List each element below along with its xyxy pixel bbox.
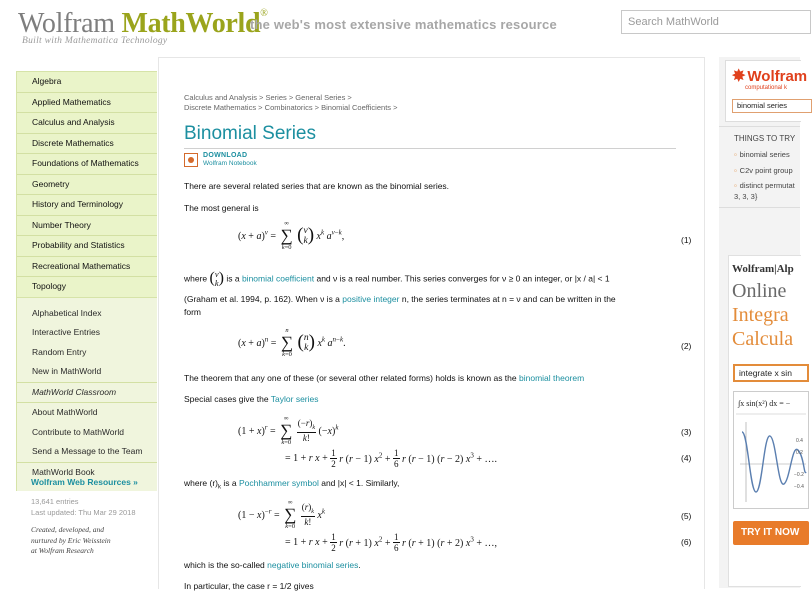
eq-number-6: (6) <box>681 537 692 547</box>
most-general-text: The most general is <box>184 203 259 213</box>
negative-binomial-paragraph: which is the so-called negative binomial series. <box>184 560 361 570</box>
nav-alphabetical-index[interactable]: Alphabetical Index <box>32 307 102 318</box>
built-with-mathematica: Built with Mathematica Technology <box>22 36 168 46</box>
svg-text:−0.2: −0.2 <box>794 472 804 478</box>
equation-3: $(1 + x)^r$ = ∞ ∑ k=0 $\frac{(-r)_k}{k!}$ $(-x)^k$ <box>238 415 339 446</box>
equation-2: $(x + a)^n$ = n ∑ k=0 (n k) $x^k$ $a^{n-k}$. <box>238 327 346 358</box>
binomial-coefficient-link[interactable]: binomial coefficient <box>241 273 315 284</box>
svg-text:−0.4: −0.4 <box>794 484 804 490</box>
notebook-icon <box>184 153 198 167</box>
nav-number-theory[interactable]: Number Theory <box>17 216 157 237</box>
nav-new-in-mathworld[interactable]: New in MathWorld <box>32 366 102 376</box>
eq-number-1: (1) <box>681 235 692 245</box>
wolfram-alpha-ad-brand: Wolfram|Alp <box>732 263 794 275</box>
plot-graphic <box>734 392 808 508</box>
integral-plot-preview <box>733 391 809 509</box>
nav-probability-and-statistics[interactable]: Probability and Statistics <box>17 236 157 257</box>
nav-interactive-entries[interactable]: Interactive Entries <box>32 327 101 337</box>
nav-mathworld-classroom[interactable]: MathWorld Classroom <box>32 386 117 397</box>
taylor-series-link[interactable]: Taylor series <box>270 394 319 404</box>
pochhammer-paragraph: where $(r)_k$ is a Pochhammer symbol and |x| < 1. Similarly, <box>184 478 400 491</box>
form-text: form <box>184 307 201 317</box>
svg-text:∫x sin(x²) dx = −: ∫x sin(x²) dx = − <box>738 399 791 408</box>
things-to-try-heading: THINGS TO TRY <box>734 134 796 143</box>
eq-number-3: (3) <box>681 427 692 437</box>
breadcrumb-1[interactable]: Calculus and Analysis > Series > General Series > <box>184 93 352 102</box>
integrate-query-field[interactable]: integrate x sin <box>733 364 809 382</box>
last-updated: Last updated: Thu Mar 29 2018 <box>31 508 136 517</box>
wolfram-alpha-query-input[interactable]: binomial series <box>732 99 812 113</box>
try-item-2[interactable]: ▫ C2v point group <box>734 166 793 175</box>
left-nav <box>16 71 157 491</box>
graham-paragraph: (Graham et al. 1994, p. 162). When ν is a positive integer n, the series terminates at n = ν and can be written in the <box>184 294 616 304</box>
nav-applied-mathematics[interactable]: Applied Mathematics <box>17 93 157 114</box>
try-item-1[interactable]: ▫ binomial series <box>734 150 790 159</box>
positive-integer-link[interactable]: positive integer <box>342 294 400 304</box>
wolfram-mathworld-logo[interactable]: Wolfram MathWorld® <box>18 8 268 39</box>
nav-discrete-mathematics[interactable]: Discrete Mathematics <box>17 134 157 155</box>
nav-recreational-mathematics[interactable]: Recreational Mathematics <box>17 257 157 278</box>
eq-number-5: (5) <box>681 511 692 521</box>
svg-text:0.2: 0.2 <box>796 450 803 456</box>
eq-number-4: (4) <box>681 453 692 463</box>
negative-binomial-series-link[interactable]: negative binomial series <box>267 560 359 570</box>
nav-foundations-of-mathematics[interactable]: Foundations of Mathematics <box>17 154 157 175</box>
wolfram-alpha-logo: ✸ Wolfram <box>732 68 808 85</box>
eq-number-2: (2) <box>681 341 692 351</box>
equation-4: = 1 + r x + $\frac{1}{2}$ r (r − 1) $x^2$ + $\frac{1}{6}$ r (r − 1) (r − 2) $x^3$ + …. <box>285 448 497 469</box>
tools-list <box>16 298 157 492</box>
particular-case-text: In particular, the case r = 1/2 gives <box>184 581 314 591</box>
credit: Created, developed, and nurtured by Eric Weisstein at Wolfram Research <box>31 525 111 555</box>
svg-text:0.4: 0.4 <box>796 438 803 444</box>
nav-algebra[interactable]: Algebra <box>17 72 157 93</box>
equation-6: = 1 + r x + $\frac{1}{2}$ r (r + 1) $x^2$ + $\frac{1}{6}$ r (r + 1) (r + 2) $x^3$ + …, <box>285 532 497 553</box>
site-tagline: the web's most extensive mathematics resource <box>250 17 557 32</box>
site-meta <box>31 496 136 518</box>
wolfram-alpha-widget[interactable]: ✸ Wolfram computational k binomial series <box>725 60 801 122</box>
nav-mathworld-book[interactable]: MathWorld Book <box>32 466 95 477</box>
try-it-now-button[interactable]: TRY IT NOW <box>733 521 809 545</box>
binomial-theorem-link[interactable]: binomial theorem <box>519 373 585 383</box>
nav-send-message[interactable]: Send a Message to the Team <box>32 446 143 456</box>
nav-random-entry[interactable]: Random Entry <box>32 346 87 357</box>
entry-count: 13,641 entries <box>31 497 79 506</box>
wolfram-alpha-online-integral-ad[interactable]: Wolfram|Alp Online Integra Calcula integrate x sin ∫x sin(x²) dx = − 0.4 0.2 −0.2 −0.4 TRY IT NOW <box>728 255 801 587</box>
title-divider <box>184 148 676 149</box>
search-input[interactable]: Search MathWorld <box>621 10 811 34</box>
nav-about-mathworld[interactable]: About MathWorld <box>32 407 98 417</box>
theorem-paragraph: The theorem that any one of these (or several other related forms) holds is known as the binomial theorem <box>184 373 585 383</box>
topic-list <box>16 71 157 298</box>
intro-text: There are several related series that are known as the binomial series. <box>184 181 450 191</box>
equation-1: $(x + a)^\nu$ = ∞ ∑ k=0 (ν k) $x^k$ $a^{\nu-k}$, <box>238 220 345 251</box>
try-item-3-cont: 3, 3, 3} <box>734 192 758 201</box>
equation-5: $(1 - x)^{-r}$ = ∞ ∑ k=0 $\frac{(r)_k}{k!}$ $x^k$ <box>238 499 325 530</box>
wolfram-web-resources-link[interactable]: Wolfram Web Resources » <box>31 477 138 487</box>
pochhammer-symbol-link[interactable]: Pochhammer symbol <box>239 478 319 488</box>
where-paragraph: where (ν k) is a binomial coefficient and ν is a real number. This series converges for ν ≥ 0 an integer, or |x / a| < 1 <box>184 269 610 288</box>
breadcrumb-2[interactable]: Discrete Mathematics > Combinatorics > Binomial Coefficients > <box>184 103 398 112</box>
wolfram-star-icon: ✸ <box>732 68 746 85</box>
special-cases-paragraph: Special cases give the Taylor series <box>184 394 319 404</box>
nav-history-and-terminology[interactable]: History and Terminology <box>17 195 157 216</box>
nav-geometry[interactable]: Geometry <box>17 175 157 196</box>
site-header <box>0 0 800 56</box>
page-title: Binomial Series <box>184 123 316 144</box>
nav-topology[interactable]: Topology <box>32 281 67 291</box>
try-item-3[interactable]: ▫ distinct permutat <box>734 181 795 190</box>
nav-calculus-and-analysis[interactable]: Calculus and Analysis <box>17 113 157 134</box>
nav-contribute[interactable]: Contribute to MathWorld <box>32 426 124 437</box>
